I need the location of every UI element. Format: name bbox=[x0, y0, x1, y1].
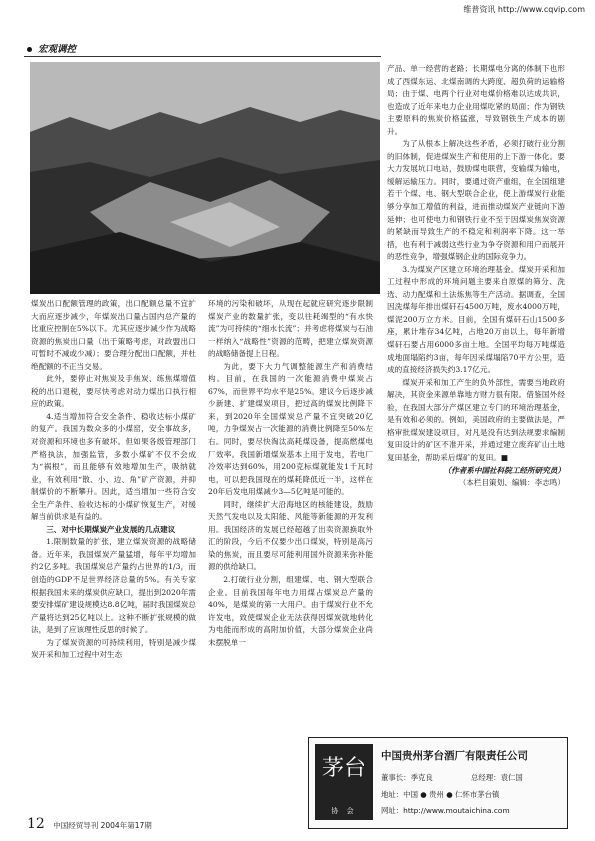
paragraph: 此外，要停止对焦炭及手焦炭、练焦煤增值税的出口退税，要尽快考虑对动力煤出口执行相应的政策。 bbox=[31, 374, 196, 409]
page-footer bbox=[27, 816, 152, 832]
paragraph: 环境的污染和破坏，从现在起就应研究逐步限制煤炭产业的数量扩张，变以往耗竭型的“有水快流”为可持续的“细水长流”；并考虑将煤炭与石油一样纳入“战略性”资源的范畴，把建立煤炭资源的战略储备提上日程。 bbox=[208, 299, 373, 359]
ad-manager: 总经理：袁仁国 bbox=[471, 773, 523, 782]
header-rule bbox=[24, 56, 381, 57]
paragraph: 同时，继续扩大沿海地区的核能建设，鼓励天然气发电以及太阳能、风能等新能源的开发利用。我国经济的发展已经超越了出卖资源换取外汇的阶段，今后不仅要少出口煤炭，特别是高污染的焦炭，而且要尽可能利用国外资源来弥补能源的供给缺口。 bbox=[208, 499, 373, 572]
advertisement bbox=[308, 737, 568, 829]
section-heading: 三、对中长期煤炭产业发展的几点建议 bbox=[46, 524, 176, 534]
logo-mark: 茅台 bbox=[321, 756, 366, 781]
paragraph: 1.限制数量的扩张，建立煤炭资源的战略储备。近年来，我国煤炭产量猛增，每年平均增加约2亿多吨。我国煤炭总产量约占世界的1/3，而创造的GDP不足世界经济总量的5%。有关专家根据我国未来的煤炭供应缺口，提出到2020年需要安排煤矿建设规模达8.8亿吨，届时我国煤炭总产量将达到25亿吨以上。这种不断扩张规模的做法，是到了应该理性反思的时候了。 bbox=[31, 537, 196, 635]
paragraph: 煤炭出口配额管理的政策，出口配额总量不宜扩大而应逐步减少，年煤炭出口量占国内总产量的比重应控制在5%以下。尤其应逐步减少作为战略资源的焦炭出口量（出于策略考虑，对政盟出口可暂时不减或少减）；要合理分配出口配额，并杜绝配额的不正当交易。 bbox=[31, 299, 196, 371]
column-middle bbox=[208, 298, 373, 730]
logo-slogan: 协 会 bbox=[331, 807, 357, 815]
author-note: （作者系中国社科院工经所研究员） bbox=[443, 465, 565, 475]
ad-chairman: 董事长：季克良 bbox=[381, 773, 433, 782]
page-number: 12 bbox=[27, 816, 45, 832]
paragraph: 2.打破行业分割，组建煤、电、钢大型联合企业。目前我国每年电力用煤占煤炭总产量的40%，是煤炭的第一大用户。由于煤炭行业不允许发电，致使煤炭企业无法获得因煤炭就地转化为电能而形成的高附加价值，大部分煤炭企业尚未摆脱单一 bbox=[208, 575, 373, 647]
bullet-icon bbox=[27, 47, 32, 52]
paragraph: 为了煤炭资源的可持续利用，特别是减少煤炭开采和加工过程中对生态 bbox=[31, 637, 196, 660]
ad-company-name: 中国贵州茅台酒厂有限责任公司 bbox=[381, 750, 528, 762]
column-left bbox=[31, 298, 196, 820]
column-right bbox=[387, 63, 565, 728]
journal-issue: 中国经贸导刊 2004年第17期 bbox=[53, 821, 152, 830]
paragraph: 煤炭开采和加工产生的负外部性，需要当地政府解决，其资金来源单靠地方财力很有限。借鉴国外经验，在我国大部分产煤区建立专门的环境治理基金，是有效和必须的。例如，美国政府的主要做法是，严格审批煤炭建设项目，对凡是没有达到法规要求编制复田设计的矿区不准开采，并通过建立废弃矿山土地复田基金，帮助采后煤矿的复田。■ bbox=[387, 377, 565, 462]
photo-image bbox=[30, 62, 380, 294]
source-watermark: 维普资讯 http://www.cqvip.com bbox=[463, 5, 585, 14]
article-photo bbox=[30, 62, 380, 294]
paragraph: 4.适当增加符合安全条件、稳收达标小煤矿的复产。我国为数众多的小煤窑，安全事故多，对资源和环境也多有破坏。但如果各级管理部门严格执法，加强监管，多数小煤矿不仅不会成为“祸根”，而且能够有效地增加生产，吸纳就业，有效利用“散、小、边、角”矿产资源，并抑制煤价的不断攀升。因此，适当增加一些符合安全生产条件、验收达标的小煤矿恢复生产，对缓解当前供求是有益的。 bbox=[31, 411, 196, 522]
ad-website[interactable]: 网址：http://www.moutaichina.com bbox=[381, 806, 510, 815]
section-title: 宏观调控 bbox=[27, 41, 76, 55]
paragraph: 产品、单一经营的老路；长期煤电分离的体制下也形成了西煤东运、北煤南调的大跨度、超负荷的运输格局；由于煤、电两个行业对电煤价格难以达成共识，也造成了近年来电力企业用煤吃紧的局面；作为钢铁主要原料的焦炭价格猛涨，导致钢铁生产成本的剧升。 bbox=[387, 64, 565, 136]
moutai-logo bbox=[315, 744, 373, 820]
paragraph: 为了从根本上解决这些矛盾，必须打破行业分割的旧体制，促进煤炭生产和使用的上下游一体化。要大力发展坑口电站，鼓励煤电联营，变输煤为输电，缓解运输压力。同时，要通过资产重组，在全国组建若干个煤、电、钢大型联合企业，使上游煤炭行业能够分享加工增值的利益，进而推动煤炭产业链向下游延伸；也可使电力和钢铁行业不至于因煤炭焦炭资源的紧缺而导致生产的不稳定和利润率下降。这一举措，也有利于减弱这些行业为争夺资源和用户而展开的恶性竞争，增强煤钢企业的国际竞争力。 bbox=[387, 139, 565, 262]
ad-address: 地址：中国 ● 贵州 ● 仁怀市茅台镇 bbox=[381, 790, 500, 799]
paragraph: 为此，要下大力气调整能源生产和消费结构。目前，在我国的一次能源消费中煤炭占67%，而世界平均水平是25%。建议今后逐步减少新建、扩建煤炭项目，把过高的煤炭比例降下来，到2020年全国煤炭总产量不宜突破20亿吨，力争煤炭占一次能源的消费比例降至50%左右。同时，要尽快淘汰高耗煤设备，提高燃煤电厂效率。我国新增煤炭基本上用于发电，若电厂冷效率达到60%，用200克标煤就能发1千瓦时电，可以把我国现在的煤耗降低近一半，这样在20年后发电用煤减少3—5亿吨是可能的。 bbox=[208, 361, 373, 497]
editor-note: （本栏目策划、编辑：李志鸣） bbox=[458, 478, 565, 488]
paragraph: 3.为煤炭产区建立环境治理基金。煤炭开采和加工过程中形成的环境问题主要来自原煤的筛分、洗选、动力配煤和土法炼焦等生产活动。据调查，全国因洗煤每年排出煤矸石4500万吨，废水4000万吨，煤泥200万立方米。目前，全国有煤矸石山1500多座，累计堆存34亿吨，占地20万亩以上，每年新增煤矸石要占用6000多亩土地。全国平均每万吨煤造成地面塌陷约3亩，每年因采煤塌陷70平方公里，造成的直接经济损失约3.17亿元。 bbox=[387, 264, 565, 375]
